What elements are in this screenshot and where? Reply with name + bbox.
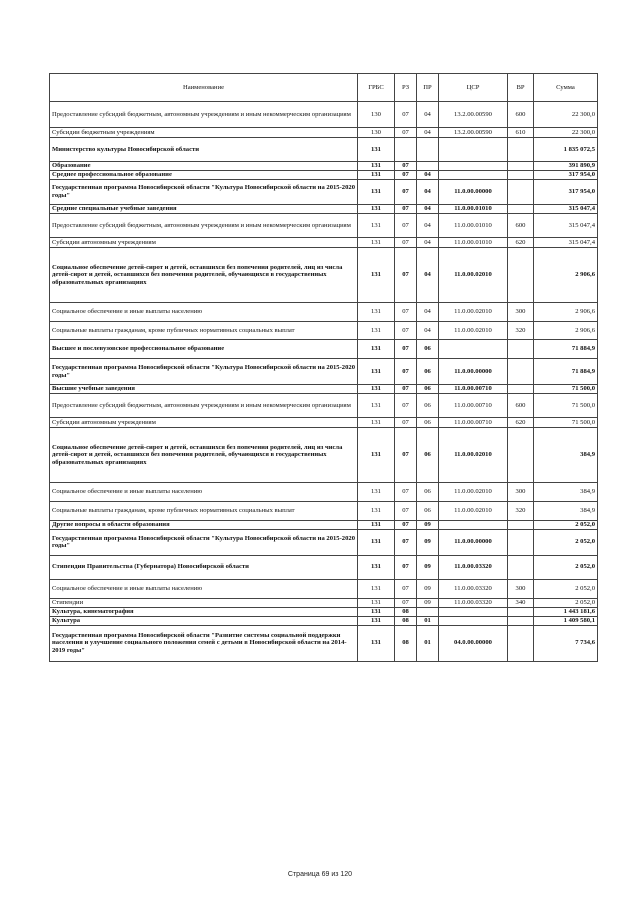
cell-csr: 11.0.00.02010 bbox=[439, 428, 508, 483]
cell-grbs: 131 bbox=[358, 180, 395, 205]
cell-vr: 600 bbox=[508, 214, 534, 238]
cell-csr bbox=[439, 171, 508, 180]
cell-csr: 11.0.00.01010 bbox=[439, 214, 508, 238]
cell-rz: 07 bbox=[395, 303, 417, 322]
cell-pr: 04 bbox=[417, 102, 439, 128]
table-row bbox=[50, 502, 598, 521]
cell-rz: 07 bbox=[395, 102, 417, 128]
table-row bbox=[50, 180, 598, 205]
cell-rz: 07 bbox=[395, 483, 417, 502]
header-csr: ЦСР bbox=[439, 74, 508, 102]
cell-rz: 07 bbox=[395, 205, 417, 214]
table-row bbox=[50, 102, 598, 128]
cell-vr bbox=[508, 625, 534, 661]
cell-vr: 300 bbox=[508, 483, 534, 502]
cell-rz: 07 bbox=[395, 238, 417, 248]
cell-name: Высшее и послевузовское профессиональное образование bbox=[50, 340, 358, 359]
cell-sum: 22 300,0 bbox=[534, 128, 598, 138]
cell-pr: 06 bbox=[417, 502, 439, 521]
cell-name: Социальное обеспечение детей-сирот и детей, оставшихся без попечения родителей, лиц из числа детей-сирот и детей, оставшихся без попечения родителей, обучающихся в государственных образовательных организациях bbox=[50, 248, 358, 303]
cell-rz: 07 bbox=[395, 180, 417, 205]
cell-sum: 315 047,4 bbox=[534, 214, 598, 238]
cell-sum: 315 047,4 bbox=[534, 205, 598, 214]
cell-grbs: 131 bbox=[358, 483, 395, 502]
cell-sum: 71 500,0 bbox=[534, 418, 598, 428]
cell-grbs: 131 bbox=[358, 385, 395, 394]
cell-name: Предоставление субсидий бюджетным, автономным учреждениям и иным некоммерческим организациям bbox=[50, 102, 358, 128]
cell-grbs: 131 bbox=[358, 598, 395, 607]
cell-sum: 2 052,0 bbox=[534, 521, 598, 530]
cell-grbs: 131 bbox=[358, 529, 395, 555]
cell-rz: 07 bbox=[395, 428, 417, 483]
cell-pr: 04 bbox=[417, 214, 439, 238]
cell-pr bbox=[417, 607, 439, 616]
cell-name: Субсидии автономным учреждениям bbox=[50, 238, 358, 248]
cell-csr: 11.0.00.02010 bbox=[439, 483, 508, 502]
cell-sum: 2 906,6 bbox=[534, 322, 598, 340]
cell-rz: 07 bbox=[395, 340, 417, 359]
cell-csr bbox=[439, 162, 508, 171]
budget-table bbox=[49, 73, 598, 662]
cell-vr: 300 bbox=[508, 303, 534, 322]
cell-grbs: 131 bbox=[358, 428, 395, 483]
cell-sum: 22 300,0 bbox=[534, 102, 598, 128]
cell-sum: 317 954,0 bbox=[534, 180, 598, 205]
cell-csr: 11.0.00.02010 bbox=[439, 248, 508, 303]
cell-name: Социальные выплаты гражданам, кроме публичных нормативных социальных выплат bbox=[50, 322, 358, 340]
cell-vr: 620 bbox=[508, 238, 534, 248]
cell-name: Социальное обеспечение детей-сирот и детей, оставшихся без попечения родителей, лиц из числа детей-сирот и детей, оставшихся без попечения родителей, обучающихся в государственных образовательных организациях bbox=[50, 428, 358, 483]
cell-grbs: 131 bbox=[358, 394, 395, 418]
cell-csr bbox=[439, 521, 508, 530]
cell-csr: 11.0.00.00710 bbox=[439, 394, 508, 418]
cell-sum: 2 052,0 bbox=[534, 579, 598, 598]
cell-grbs: 131 bbox=[358, 418, 395, 428]
table-row bbox=[50, 214, 598, 238]
cell-rz: 07 bbox=[395, 555, 417, 579]
cell-vr bbox=[508, 607, 534, 616]
cell-grbs: 131 bbox=[358, 322, 395, 340]
cell-csr bbox=[439, 340, 508, 359]
table-row bbox=[50, 138, 598, 162]
cell-pr: 09 bbox=[417, 555, 439, 579]
table-row bbox=[50, 394, 598, 418]
cell-pr: 06 bbox=[417, 359, 439, 385]
cell-csr bbox=[439, 607, 508, 616]
cell-grbs: 131 bbox=[358, 607, 395, 616]
cell-csr bbox=[439, 616, 508, 625]
table-row bbox=[50, 607, 598, 616]
cell-sum: 2 906,6 bbox=[534, 303, 598, 322]
table-row bbox=[50, 359, 598, 385]
cell-pr: 04 bbox=[417, 248, 439, 303]
cell-pr: 06 bbox=[417, 340, 439, 359]
cell-vr: 610 bbox=[508, 128, 534, 138]
cell-rz: 08 bbox=[395, 625, 417, 661]
cell-name: Государственная программа Новосибирской области "Культура Новосибирской области на 2015-2020 годы" bbox=[50, 180, 358, 205]
cell-grbs: 131 bbox=[358, 162, 395, 171]
cell-csr: 11.0.00.00000 bbox=[439, 529, 508, 555]
table-header-row bbox=[50, 74, 598, 102]
cell-name: Социальные выплаты гражданам, кроме публичных нормативных социальных выплат bbox=[50, 502, 358, 521]
cell-csr: 04.0.00.00000 bbox=[439, 625, 508, 661]
page-number: Страница 69 из 120 bbox=[287, 871, 353, 878]
cell-name: Культура, кинематография bbox=[50, 607, 358, 616]
table-row bbox=[50, 428, 598, 483]
cell-name: Субсидии автономным учреждениям bbox=[50, 418, 358, 428]
table-row bbox=[50, 579, 598, 598]
cell-csr: 11.0.00.01010 bbox=[439, 205, 508, 214]
cell-rz: 07 bbox=[395, 128, 417, 138]
cell-name: Социальное обеспечение и иные выплаты населению bbox=[50, 303, 358, 322]
cell-csr: 11.0.00.00710 bbox=[439, 385, 508, 394]
cell-rz: 07 bbox=[395, 521, 417, 530]
cell-grbs: 131 bbox=[358, 359, 395, 385]
cell-sum: 7 734,6 bbox=[534, 625, 598, 661]
cell-grbs: 131 bbox=[358, 248, 395, 303]
cell-grbs: 131 bbox=[358, 579, 395, 598]
cell-csr: 11.0.00.00000 bbox=[439, 359, 508, 385]
cell-pr: 04 bbox=[417, 238, 439, 248]
cell-vr bbox=[508, 248, 534, 303]
cell-sum: 2 052,0 bbox=[534, 555, 598, 579]
cell-grbs: 130 bbox=[358, 102, 395, 128]
cell-csr: 11.0.00.00000 bbox=[439, 180, 508, 205]
table-row bbox=[50, 616, 598, 625]
cell-sum: 384,9 bbox=[534, 502, 598, 521]
cell-csr: 13.2.00.00590 bbox=[439, 102, 508, 128]
cell-pr: 01 bbox=[417, 616, 439, 625]
cell-vr bbox=[508, 359, 534, 385]
cell-rz: 07 bbox=[395, 385, 417, 394]
cell-sum: 384,9 bbox=[534, 428, 598, 483]
cell-grbs: 131 bbox=[358, 616, 395, 625]
cell-csr bbox=[439, 138, 508, 162]
table-row bbox=[50, 483, 598, 502]
cell-name: Государственная программа Новосибирской области "Развитие системы социальной поддержки населения и улучшение социального положения семей с детьми в Новосибирской области на 2014-2019 годы" bbox=[50, 625, 358, 661]
cell-pr: 09 bbox=[417, 598, 439, 607]
cell-sum: 2 052,0 bbox=[534, 529, 598, 555]
cell-name: Государственная программа Новосибирской области "Культура Новосибирской области на 2015-2020 годы" bbox=[50, 359, 358, 385]
cell-rz: 07 bbox=[395, 162, 417, 171]
cell-vr bbox=[508, 616, 534, 625]
header-grbs: ГРБС bbox=[358, 74, 395, 102]
table-row bbox=[50, 385, 598, 394]
cell-name: Высшие учебные заведения bbox=[50, 385, 358, 394]
cell-grbs: 131 bbox=[358, 625, 395, 661]
cell-grbs: 131 bbox=[358, 138, 395, 162]
cell-rz: 07 bbox=[395, 598, 417, 607]
cell-pr: 04 bbox=[417, 128, 439, 138]
cell-csr: 11.0.00.03320 bbox=[439, 555, 508, 579]
cell-pr: 01 bbox=[417, 625, 439, 661]
cell-name: Предоставление субсидий бюджетным, автономным учреждениям и иным некоммерческим организациям bbox=[50, 394, 358, 418]
cell-sum: 71 500,0 bbox=[534, 394, 598, 418]
table-body bbox=[50, 102, 598, 662]
cell-rz: 08 bbox=[395, 616, 417, 625]
table-row bbox=[50, 340, 598, 359]
table-row bbox=[50, 625, 598, 661]
cell-rz: 07 bbox=[395, 418, 417, 428]
cell-sum: 391 890,9 bbox=[534, 162, 598, 171]
cell-pr: 04 bbox=[417, 171, 439, 180]
cell-grbs: 131 bbox=[358, 171, 395, 180]
cell-sum: 71 884,9 bbox=[534, 340, 598, 359]
cell-rz: 08 bbox=[395, 607, 417, 616]
cell-vr: 600 bbox=[508, 394, 534, 418]
cell-pr: 04 bbox=[417, 303, 439, 322]
cell-sum: 315 047,4 bbox=[534, 238, 598, 248]
cell-vr bbox=[508, 340, 534, 359]
cell-pr: 06 bbox=[417, 428, 439, 483]
table-row bbox=[50, 322, 598, 340]
table-row bbox=[50, 529, 598, 555]
cell-rz: 07 bbox=[395, 579, 417, 598]
cell-sum: 2 052,0 bbox=[534, 598, 598, 607]
cell-vr: 340 bbox=[508, 598, 534, 607]
cell-vr: 320 bbox=[508, 322, 534, 340]
cell-vr: 620 bbox=[508, 418, 534, 428]
cell-csr: 11.0.00.03320 bbox=[439, 579, 508, 598]
cell-name: Другие вопросы в области образования bbox=[50, 521, 358, 530]
cell-name: Средние специальные учебные заведения bbox=[50, 205, 358, 214]
table-row bbox=[50, 171, 598, 180]
cell-rz: 07 bbox=[395, 214, 417, 238]
cell-rz: 07 bbox=[395, 529, 417, 555]
cell-grbs: 131 bbox=[358, 238, 395, 248]
cell-csr: 11.0.00.03320 bbox=[439, 598, 508, 607]
cell-name: Министерство культуры Новосибирской области bbox=[50, 138, 358, 162]
cell-vr bbox=[508, 205, 534, 214]
cell-csr: 11.0.00.00710 bbox=[439, 418, 508, 428]
cell-name: Культура bbox=[50, 616, 358, 625]
cell-name: Государственная программа Новосибирской области "Культура Новосибирской области на 2015-2020 годы" bbox=[50, 529, 358, 555]
cell-vr: 600 bbox=[508, 102, 534, 128]
cell-pr: 06 bbox=[417, 394, 439, 418]
cell-rz bbox=[395, 138, 417, 162]
header-sum: Сумма bbox=[534, 74, 598, 102]
cell-grbs: 131 bbox=[358, 303, 395, 322]
cell-name: Стипендии Правительства (Губернатора) Новосибирской области bbox=[50, 555, 358, 579]
cell-csr: 11.0.00.02010 bbox=[439, 502, 508, 521]
cell-pr: 04 bbox=[417, 180, 439, 205]
cell-vr bbox=[508, 555, 534, 579]
cell-rz: 07 bbox=[395, 394, 417, 418]
cell-sum: 317 954,0 bbox=[534, 171, 598, 180]
header-name: Наименование bbox=[50, 74, 358, 102]
table-row bbox=[50, 598, 598, 607]
table-row bbox=[50, 521, 598, 530]
cell-sum: 71 884,9 bbox=[534, 359, 598, 385]
cell-sum: 1 443 181,6 bbox=[534, 607, 598, 616]
cell-grbs: 131 bbox=[358, 205, 395, 214]
cell-vr: 300 bbox=[508, 579, 534, 598]
cell-name: Стипендии bbox=[50, 598, 358, 607]
cell-pr: 04 bbox=[417, 322, 439, 340]
cell-sum: 71 500,0 bbox=[534, 385, 598, 394]
cell-vr bbox=[508, 521, 534, 530]
cell-csr: 11.0.00.01010 bbox=[439, 238, 508, 248]
table-row bbox=[50, 162, 598, 171]
cell-csr: 11.0.00.02010 bbox=[439, 303, 508, 322]
cell-name: Субсидии бюджетным учреждениям bbox=[50, 128, 358, 138]
cell-sum: 1 835 072,5 bbox=[534, 138, 598, 162]
table-row bbox=[50, 303, 598, 322]
header-rz: РЗ bbox=[395, 74, 417, 102]
cell-grbs: 131 bbox=[358, 502, 395, 521]
cell-grbs: 131 bbox=[358, 340, 395, 359]
cell-pr: 09 bbox=[417, 521, 439, 530]
cell-vr bbox=[508, 180, 534, 205]
cell-grbs: 131 bbox=[358, 521, 395, 530]
cell-vr bbox=[508, 385, 534, 394]
cell-name: Предоставление субсидий бюджетным, автономным учреждениям и иным некоммерческим организациям bbox=[50, 214, 358, 238]
cell-vr bbox=[508, 171, 534, 180]
cell-name: Среднее профессиональное образование bbox=[50, 171, 358, 180]
cell-rz: 07 bbox=[395, 359, 417, 385]
cell-pr: 09 bbox=[417, 529, 439, 555]
cell-rz: 07 bbox=[395, 171, 417, 180]
cell-name: Образование bbox=[50, 162, 358, 171]
cell-csr: 11.0.00.02010 bbox=[439, 322, 508, 340]
cell-pr bbox=[417, 138, 439, 162]
cell-grbs: 131 bbox=[358, 214, 395, 238]
cell-vr: 320 bbox=[508, 502, 534, 521]
cell-sum: 1 409 580,1 bbox=[534, 616, 598, 625]
cell-rz: 07 bbox=[395, 502, 417, 521]
header-pr: ПР bbox=[417, 74, 439, 102]
cell-pr: 06 bbox=[417, 483, 439, 502]
cell-vr bbox=[508, 138, 534, 162]
cell-name: Социальное обеспечение и иные выплаты населению bbox=[50, 483, 358, 502]
cell-grbs: 131 bbox=[358, 555, 395, 579]
cell-pr bbox=[417, 162, 439, 171]
cell-grbs: 130 bbox=[358, 128, 395, 138]
table-row bbox=[50, 238, 598, 248]
cell-name: Социальное обеспечение и иные выплаты населению bbox=[50, 579, 358, 598]
cell-vr bbox=[508, 428, 534, 483]
cell-csr: 13.2.00.00590 bbox=[439, 128, 508, 138]
cell-pr: 09 bbox=[417, 579, 439, 598]
cell-vr bbox=[508, 162, 534, 171]
table-row bbox=[50, 128, 598, 138]
table-row bbox=[50, 555, 598, 579]
cell-vr bbox=[508, 529, 534, 555]
table-row bbox=[50, 248, 598, 303]
header-vr: ВР bbox=[508, 74, 534, 102]
cell-sum: 2 906,6 bbox=[534, 248, 598, 303]
cell-rz: 07 bbox=[395, 248, 417, 303]
table-row bbox=[50, 418, 598, 428]
cell-sum: 384,9 bbox=[534, 483, 598, 502]
cell-pr: 04 bbox=[417, 205, 439, 214]
cell-rz: 07 bbox=[395, 322, 417, 340]
cell-pr: 06 bbox=[417, 385, 439, 394]
table-row bbox=[50, 205, 598, 214]
cell-pr: 06 bbox=[417, 418, 439, 428]
